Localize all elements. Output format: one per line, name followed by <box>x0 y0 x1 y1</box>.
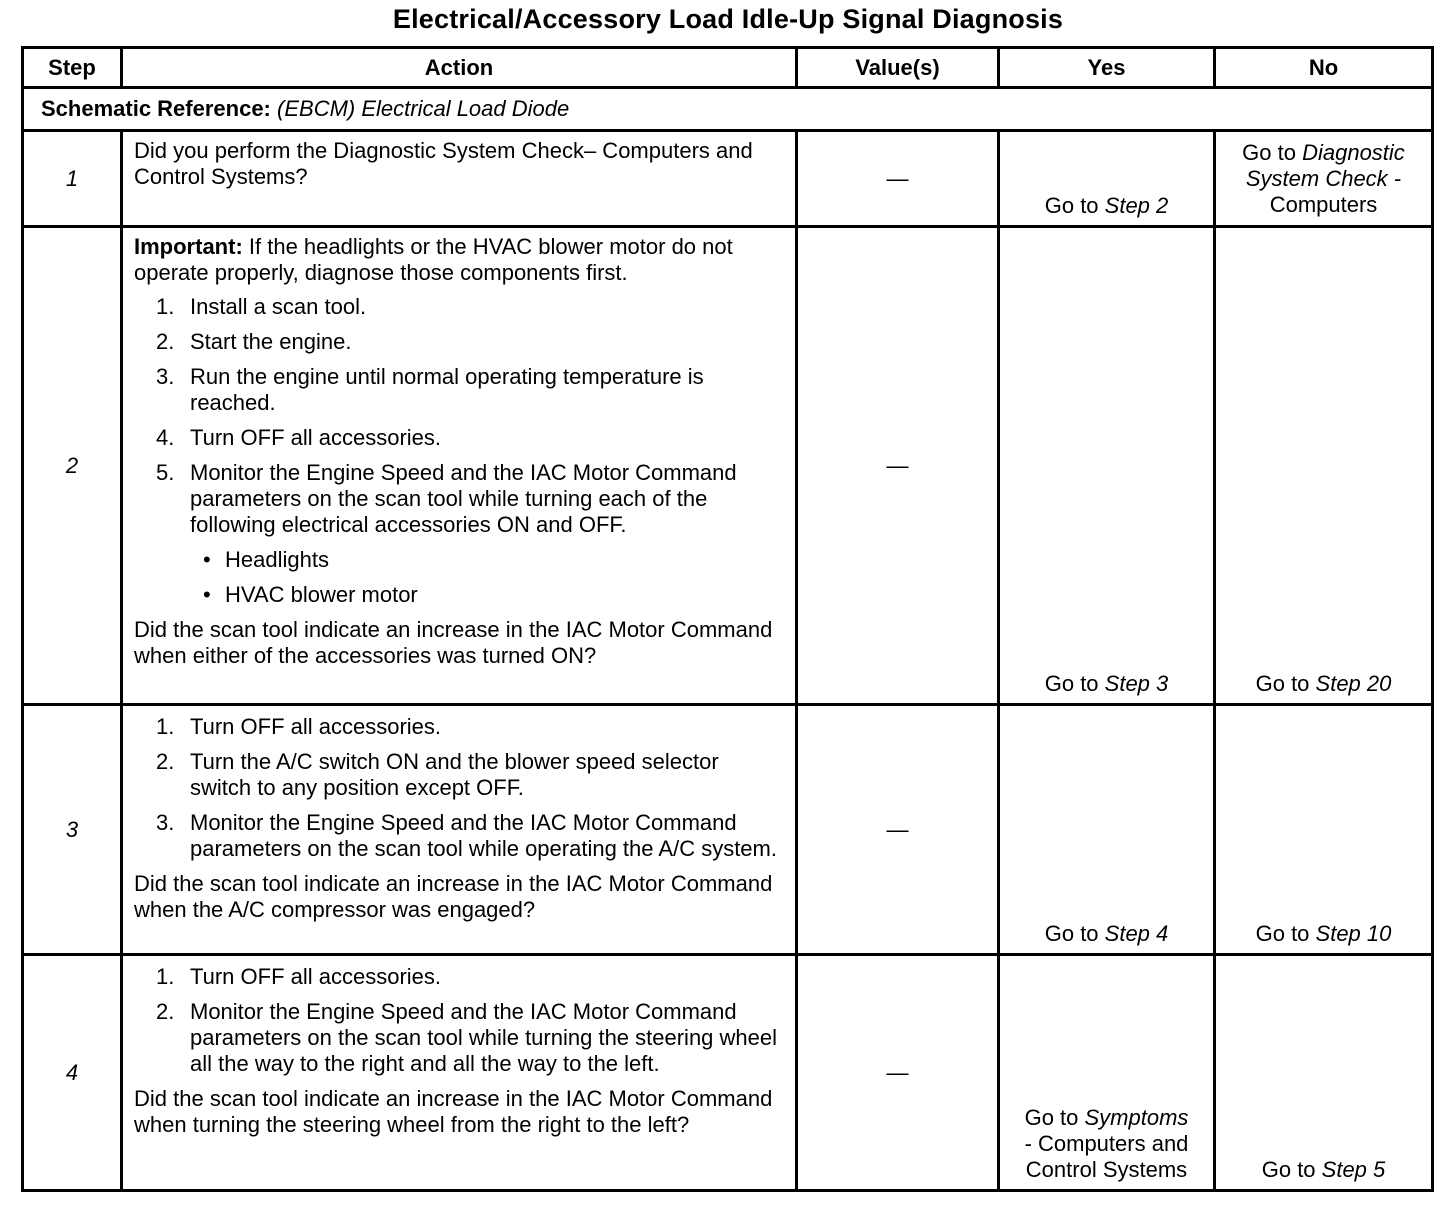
value-cell <box>797 705 999 955</box>
schematic-label: Schematic Reference: <box>41 96 271 121</box>
list-item-text: Install a scan tool. <box>190 294 367 319</box>
list-item: 3. Run the engine until normal operating temperature is reached. <box>156 364 704 415</box>
action-cell <box>122 705 797 955</box>
action-question: Did the scan tool indicate an increase in the IAC Motor Command when the A/C compressor was engaged? <box>134 871 773 922</box>
no-cell <box>1215 955 1433 1191</box>
header-no: No <box>1215 48 1433 88</box>
no-link[interactable]: Step 20 <box>1315 671 1392 696</box>
no-prefix: Go to <box>1255 671 1316 696</box>
yes-prefix: Go to <box>1024 1105 1085 1130</box>
action-question: Did the scan tool indicate an increase in the IAC Motor Command when turning the steering wheel from the right to the left? <box>134 1086 773 1137</box>
yes-prefix: Go to <box>1044 671 1105 696</box>
list-item-text: Monitor the Engine Speed and the IAC Motor Command parameters on the scan tool while turning each of the following electrical accessories ON and OFF. <box>190 460 737 537</box>
yes-cell <box>999 705 1215 955</box>
list-item: 5. Monitor the Engine Speed and the IAC Motor Command parameters on the scan tool while turning each of the following electrical accessories ON and OFF. • Headlights • HVAC blower motor <box>134 460 785 608</box>
diagnosis-table <box>21 46 1434 1192</box>
page-title: Electrical/Accessory Load Idle-Up Signal Diagnosis <box>392 4 1064 34</box>
table-row <box>23 131 1433 227</box>
list-item: 1. Install a scan tool. <box>156 294 367 319</box>
bullet-list <box>190 547 785 608</box>
action-steps <box>134 714 785 862</box>
value-cell <box>797 131 999 227</box>
list-item: 3. Monitor the Engine Speed and the IAC Motor Command parameters on the scan tool while operating the A/C system. <box>156 810 777 861</box>
list-item: 1. Turn OFF all accessories. <box>156 964 442 989</box>
list-item: 2. Turn the A/C switch ON and the blower speed selector switch to any position except OFF. <box>156 749 719 800</box>
important-text: If the headlights or the HVAC blower motor do not operate properly, diagnose those components first. <box>134 234 733 285</box>
no-link[interactable]: Step 10 <box>1315 921 1392 946</box>
yes-link[interactable]: Symptoms <box>1084 1105 1189 1130</box>
yes-cell <box>999 227 1215 705</box>
list-item-text: Turn OFF all accessories. <box>190 964 442 989</box>
yes-link[interactable]: Step 2 <box>1104 193 1169 218</box>
no-suffix: Computers <box>1269 192 1378 217</box>
list-item: 2. Start the engine. <box>156 329 352 354</box>
bullet-item: • HVAC blower motor <box>190 582 785 608</box>
action-cell <box>122 955 797 1191</box>
yes-link[interactable]: Step 3 <box>1104 671 1169 696</box>
yes-link[interactable]: Step 4 <box>1104 921 1169 946</box>
no-cell <box>1215 227 1433 705</box>
action-cell <box>122 131 797 227</box>
action-steps <box>134 294 785 608</box>
value-dash: — <box>886 816 909 842</box>
action-question: Did you perform the Diagnostic System Check– Computers and Control Systems? <box>134 138 753 189</box>
no-link[interactable]: Step 5 <box>1321 1157 1386 1182</box>
header-values: Value(s) <box>797 48 999 88</box>
list-item-text: Turn OFF all accessories. <box>190 714 442 739</box>
list-item-text: Turn OFF all accessories. <box>190 425 442 450</box>
action-cell <box>122 227 797 705</box>
list-item-text: Run the engine until normal operating temperature is reached. <box>190 364 704 415</box>
step-number: 4 <box>23 955 122 1191</box>
header-yes: Yes <box>999 48 1215 88</box>
value-cell <box>797 227 999 705</box>
step-number: 2 <box>23 227 122 705</box>
table-row <box>23 227 1433 705</box>
step-number: 3 <box>23 705 122 955</box>
no-prefix: Go to <box>1242 140 1303 165</box>
action-steps <box>134 964 785 1077</box>
important-note <box>134 234 785 286</box>
yes-cell <box>999 131 1215 227</box>
yes-suffix: - Computers and Control Systems <box>1024 1131 1189 1182</box>
value-cell <box>797 955 999 1191</box>
value-dash: — <box>886 165 909 191</box>
table-row <box>23 705 1433 955</box>
list-item: 1. Turn OFF all accessories. <box>156 714 442 739</box>
value-dash: — <box>886 452 909 478</box>
list-item-text: Monitor the Engine Speed and the IAC Motor Command parameters on the scan tool while operating the A/C system. <box>190 810 777 861</box>
schematic-row <box>23 88 1433 131</box>
header-step: Step <box>23 48 122 88</box>
no-link[interactable]: Diagnostic System Check - <box>1245 140 1405 191</box>
yes-cell <box>999 955 1215 1191</box>
no-prefix: Go to <box>1261 1157 1322 1182</box>
yes-prefix: Go to <box>1044 921 1105 946</box>
step-number: 1 <box>23 131 122 227</box>
list-item-text: Start the engine. <box>190 329 352 354</box>
bullet-item: • Headlights <box>190 547 785 573</box>
no-prefix: Go to <box>1255 921 1316 946</box>
important-label: Important: <box>134 234 243 259</box>
yes-prefix: Go to <box>1044 193 1105 218</box>
action-question: Did the scan tool indicate an increase in the IAC Motor Command when either of the accessories was turned ON? <box>134 617 773 668</box>
table-row <box>23 955 1433 1191</box>
list-item-text: Turn the A/C switch ON and the blower speed selector switch to any position except OFF. <box>190 749 719 800</box>
list-item-text: Monitor the Engine Speed and the IAC Motor Command parameters on the scan tool while turning the steering wheel all the way to the right and all the way to the left. <box>190 999 778 1076</box>
schematic-value: (EBCM) Electrical Load Diode <box>277 96 570 121</box>
schematic-reference <box>23 88 1433 131</box>
list-item: 4. Turn OFF all accessories. <box>156 425 442 450</box>
header-action: Action <box>122 48 797 88</box>
value-dash: — <box>886 1059 909 1085</box>
no-cell <box>1215 705 1433 955</box>
header-row <box>23 48 1433 88</box>
no-cell <box>1215 131 1433 227</box>
list-item: 2. Monitor the Engine Speed and the IAC Motor Command parameters on the scan tool while turning the steering wheel all the way to the right and all the way to the left. <box>156 999 778 1076</box>
